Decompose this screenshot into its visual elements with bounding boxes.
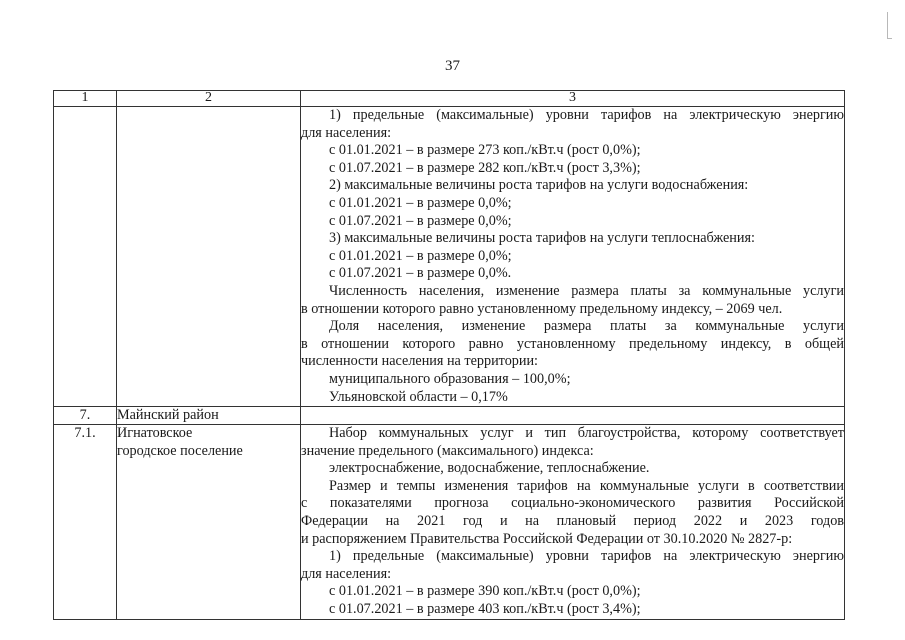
text-line: в отношении которого равно установленному предельному индексу, в общей xyxy=(301,335,844,352)
text-line: 2) максимальные величины роста тарифов на услуги водоснабжения: xyxy=(329,177,749,194)
text-line: Федерации на 2021 год и на плановый период 2022 и 2023 годов xyxy=(301,513,844,530)
text-line: для населения: xyxy=(301,124,392,141)
district-name-cell: Майнский район xyxy=(117,407,301,425)
text-line: с показателями прогноза социально-экономического развития Российской xyxy=(301,495,844,512)
text-line: и распоряжением Правительства Российской Федерации от 30.10.2020 № 2827-р: xyxy=(301,530,793,547)
text-line: с 01.07.2021 – в размере 403 коп./кВт.ч (рост 3,4%); xyxy=(329,601,641,618)
table-row-7-1 xyxy=(54,425,845,620)
table-row-7 xyxy=(54,407,845,425)
text-line: с 01.01.2021 – в размере 273 коп./кВт.ч (рост 0,0%); xyxy=(329,142,641,159)
text-line: с 01.01.2021 – в размере 390 коп./кВт.ч (рост 0,0%); xyxy=(329,583,641,600)
page-number: 37 xyxy=(445,58,460,74)
column-header-1: 1 xyxy=(54,91,117,107)
scan-corner-mark xyxy=(887,12,892,39)
row-description-cell xyxy=(301,107,845,407)
row-number-cell: 7.1. xyxy=(54,425,117,620)
text-line: 1) предельные (максимальные) уровни тарифов на электрическую энергию xyxy=(329,107,844,123)
text-line: Численность населения, изменение размера платы за коммунальные услуги xyxy=(329,282,844,299)
row-number-cell xyxy=(54,107,117,407)
text-line: с 01.07.2021 – в размере 282 коп./кВт.ч (рост 3,3%); xyxy=(329,159,641,176)
table-header-row xyxy=(54,91,845,107)
row-name-cell xyxy=(117,107,301,407)
row-description-cell xyxy=(301,407,845,425)
text-line: для населения: xyxy=(301,565,392,582)
row-description-cell xyxy=(301,425,845,620)
text-line: муниципального образования – 100,0%; xyxy=(329,370,571,387)
text-line: Доля населения, изменение размера платы за коммунальные услуги xyxy=(329,318,844,335)
text-line: 3) максимальные величины роста тарифов на услуги теплоснабжения: xyxy=(329,230,755,247)
text-line: значение предельного (максимального) индекса: xyxy=(301,442,594,459)
text-line: Набор коммунальных услуг и тип благоустройства, которому соответствует xyxy=(329,425,844,442)
text-line: 1) предельные (максимальные) уровни тарифов на электрическую энергию xyxy=(329,548,844,565)
row-number-cell: 7. xyxy=(54,407,117,425)
text-line: с 01.07.2021 – в размере 0,0%. xyxy=(329,265,512,282)
text-line: с 01.07.2021 – в размере 0,0%; xyxy=(329,212,512,229)
text-line: численности населения на территории: xyxy=(301,353,539,370)
column-header-3: 3 xyxy=(301,91,845,107)
settlement-name-cell xyxy=(117,425,301,620)
text-line: с 01.01.2021 – в размере 0,0%; xyxy=(329,247,512,264)
text-line: Размер и темпы изменения тарифов на коммунальные услуги в соответствии xyxy=(329,477,844,494)
text-line: Ульяновской области – 0,17% xyxy=(329,388,508,405)
tariff-table xyxy=(53,90,845,620)
text-line: с 01.01.2021 – в размере 0,0%; xyxy=(329,194,512,211)
column-header-2: 2 xyxy=(117,91,301,107)
text-line: в отношении которого равно установленному предельному индексу, – 2069 чел. xyxy=(301,300,783,317)
table-row-continued xyxy=(54,107,845,407)
text-line: электроснабжение, водоснабжение, теплоснабжение. xyxy=(329,460,650,477)
settlement-name-line: городское поселение xyxy=(117,442,243,459)
settlement-name-line: Игнатовское xyxy=(117,425,193,442)
